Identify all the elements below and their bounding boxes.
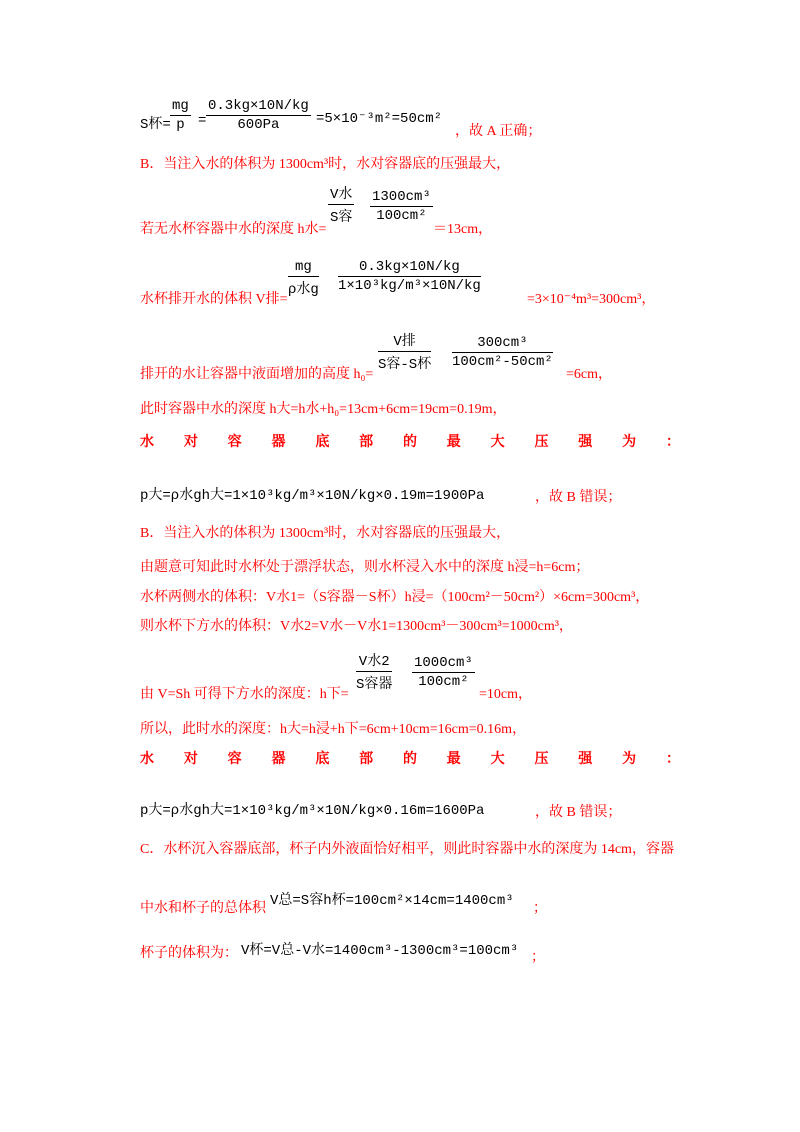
text-line-option-c: C．水杯沉入容器底部，杯子内外液面恰好相平，则此时容器中水的深度为 14cm，容器: [140, 842, 674, 857]
spread-char: 容: [227, 435, 242, 450]
text-max-depth-019: 此时容器中水的深度 h大=h水+h₀=13cm+6cm=19cm=0.19m，: [140, 402, 507, 417]
semicolon-1: ；: [533, 901, 547, 916]
fraction-numerator: V水2: [356, 650, 392, 672]
text-bottom-depth: 由 V=Sh 可得下方水的深度：h下=: [140, 687, 349, 702]
fraction-denominator: 100cm²: [418, 674, 469, 690]
conclusion-b-wrong-1: ，故 B 错误；: [535, 490, 622, 505]
fraction-denominator: ρ水g: [288, 282, 319, 298]
spread-char: 强: [578, 435, 593, 450]
fraction-denominator: S容器: [356, 677, 393, 693]
result-13cm: ＝13cm，: [433, 222, 493, 237]
spread-char: 最: [446, 435, 461, 450]
formula-pressure-1900: p大=ρ水gh大=1×10³kg/m³×10N/kg×0.19m=1900Pa: [140, 488, 485, 504]
spread-char: 部: [359, 435, 374, 450]
fraction-v2-over-s-container: [356, 650, 392, 693]
formula-s-cup-label: S杯=: [140, 117, 171, 133]
fraction-denominator: 600Pa: [237, 117, 280, 133]
formula-cup-volume: V杯=V总-V水=1400cm³-1300cm³=100cm³: [241, 943, 519, 959]
text-floating-state: 由题意可知此时水杯处于漂浮状态，则水杯浸入水中的深度 h浸=h=6cm；: [140, 560, 590, 575]
spread-char: 对: [183, 435, 198, 450]
spread-char: ：: [665, 752, 680, 767]
spread-char: 大: [490, 752, 505, 767]
fraction-1300-over-100: [370, 189, 433, 224]
result-300cm3: =3×10⁻⁴m³=300cm³，: [527, 292, 656, 307]
spread-char: 大: [490, 435, 505, 450]
spread-char: 容: [227, 752, 242, 767]
fraction-displaced-volume: [338, 259, 481, 294]
spread-char: 底: [315, 435, 330, 450]
conclusion-b-wrong-2: ，故 B 错误；: [535, 805, 622, 820]
spread-char: 水: [140, 752, 154, 767]
formula-pressure-1600: p大=ρ水gh大=1×10³kg/m³×10N/kg×0.16m=1600Pa: [140, 803, 485, 819]
spread-max-pressure-heading-2: [140, 748, 680, 768]
spread-char: 为: [622, 435, 637, 450]
spread-char: 底: [315, 752, 330, 767]
fraction-numerator: 1300cm³: [372, 189, 431, 205]
fraction-denominator: S容-S杯: [378, 357, 432, 373]
fraction-weight-over-pressure: [206, 98, 311, 133]
conclusion-a-correct: ，故 A 正确；: [455, 124, 542, 139]
spread-char: 对: [183, 752, 198, 767]
spread-char: 器: [271, 435, 286, 450]
fraction-denominator: S容: [330, 210, 353, 226]
text-max-depth-016: 所以，此时水的深度：h大=h浸+h下=6cm+10cm=16cm=0.16m，: [140, 722, 527, 737]
fraction-v-displaced-over-area: [378, 330, 431, 373]
fraction-numerator: mg: [172, 98, 189, 114]
text-total-volume-label: 中水和杯子的总体积: [140, 901, 266, 916]
fraction-1000-over-100: [412, 655, 475, 690]
text-water-depth-without-cup: 若无水杯容器中水的深度 h水=: [140, 222, 327, 237]
semicolon-2: ；: [531, 950, 545, 965]
spread-char: 压: [534, 435, 549, 450]
spread-char: 部: [359, 752, 374, 767]
spread-char: 的: [402, 752, 417, 767]
fraction-denominator: p: [176, 117, 185, 133]
fraction-denominator: 100cm²: [376, 208, 427, 224]
fraction-numerator: 1000cm³: [414, 655, 473, 671]
fraction-denominator: 100cm²-50cm²: [452, 354, 553, 370]
spread-char: 压: [534, 752, 549, 767]
spread-char: 器: [271, 752, 286, 767]
fraction-numerator: V排: [378, 330, 431, 352]
fraction-numerator: 300cm³: [452, 335, 553, 353]
spread-char: 水: [140, 435, 154, 450]
fraction-mg-over-p: [170, 98, 191, 133]
spread-max-pressure-heading-1: [140, 431, 680, 451]
fraction-mg-over-rho-g: [288, 259, 319, 298]
result-10cm: =10cm，: [479, 687, 532, 702]
fraction-300-over-50: [452, 335, 553, 370]
text-side-volume: 水杯两侧水的体积：V水1=（S容器－S杯）h浸=（100cm²－50cm²）×6cm=300cm³，: [140, 590, 650, 605]
text-line-option-b-intro: B．当注入水的体积为 1300cm³时，水对容器底的压强最大，: [140, 157, 511, 172]
spread-char: 为: [622, 752, 637, 767]
fraction-denominator: 1×10³kg/m³×10N/kg: [338, 278, 481, 294]
fraction-numerator: 0.3kg×10N/kg: [338, 259, 481, 277]
text-cup-volume-label: 杯子的体积为：: [140, 946, 238, 961]
spread-char: 最: [446, 752, 461, 767]
formula-total-volume: V总=S容h杯=100cm²×14cm=1400cm³: [270, 893, 514, 909]
formula-result-area: =5×10⁻³m²=50cm²: [316, 111, 443, 127]
equals-sign: =: [198, 113, 207, 129]
fraction-numerator: 0.3kg×10N/kg: [208, 98, 309, 114]
spread-char: ：: [665, 435, 680, 450]
spread-char: 的: [402, 435, 417, 450]
fraction-numerator: V水: [328, 183, 354, 205]
text-line-option-b-repeat: B．当注入水的体积为 1300cm³时，水对容器底的压强最大，: [140, 526, 511, 541]
text-level-increase: 排开的水让容器中液面增加的高度 h₀=: [140, 367, 374, 382]
fraction-numerator: mg: [288, 259, 319, 277]
result-6cm: =6cm，: [566, 367, 612, 382]
spread-char: 强: [578, 752, 593, 767]
text-bottom-volume: 则水杯下方水的体积：V水2=V水－V水1=1300cm³－300cm³=1000cm³，: [140, 619, 573, 634]
fraction-v-water-over-s: [328, 183, 354, 226]
text-displaced-volume: 水杯排开水的体积 V排=: [140, 292, 288, 307]
